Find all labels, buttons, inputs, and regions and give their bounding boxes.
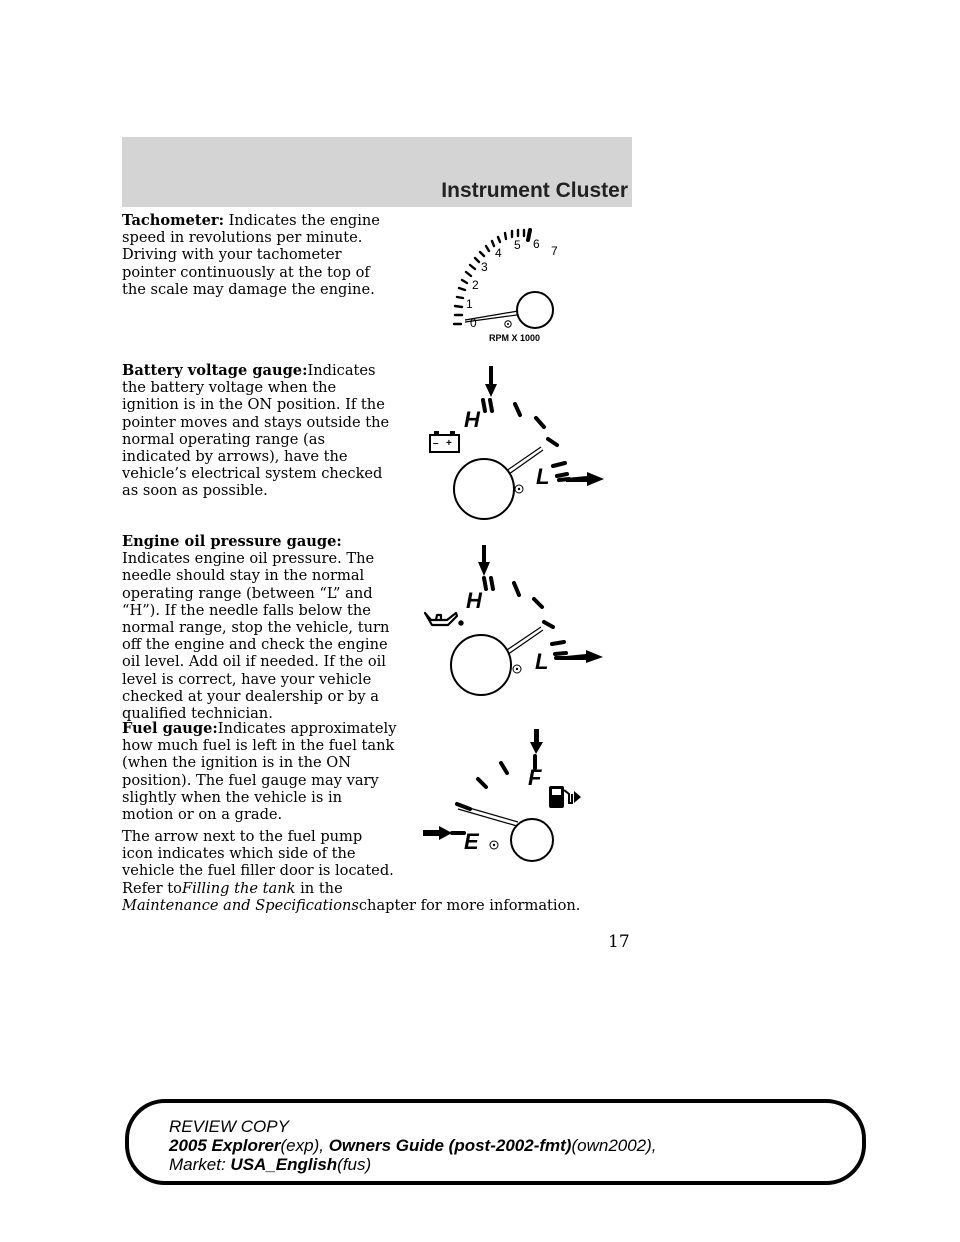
oil-label: Engine oil pressure gauge: [122, 533, 342, 550]
fuel-refer-line2 [122, 897, 642, 914]
fuel-door-side-arrow-icon [574, 791, 581, 803]
tach-caption: RPM X 1000 [489, 333, 541, 343]
oil-high-arrow-icon [478, 545, 490, 576]
battery-text: Indicates the battery voltage when the ignition is in the ON position. If the pointer moves and stays outside the normal operating range (as indicated by arrows), have the vehicle’s electrical system checked as soon as possible. [122, 362, 390, 500]
page-number: 17 [608, 932, 630, 952]
fuel-paragraph [122, 720, 397, 823]
fuel-refer-suffix: chapter for more information. [358, 897, 581, 914]
battery-gauge-figure [400, 362, 620, 522]
fuel-pump-icon [549, 786, 581, 808]
fuel-full-label: F [528, 765, 542, 790]
oil-low-label: L [535, 649, 549, 674]
oil-high-label: H [466, 588, 482, 613]
footer-market-code: (fus) [337, 1155, 372, 1174]
fuel-text: Indicates approximately how much fuel is left in the fuel tank (when the ignition is in the ON position). The fuel gauge may vary slightly when the vehicle is in motion or on a grade. [122, 720, 397, 824]
review-copy-footer [125, 1099, 866, 1185]
tach-number-0: 0 [470, 316, 477, 330]
oil-gauge-figure [400, 540, 620, 700]
fuel-arrow-paragraph: The arrow next to the fuel pump icon indicates which side of the vehicle the fuel filler door is located. [122, 828, 394, 880]
fuel-empty-arrow-icon [423, 826, 452, 840]
tach-number-2: 2 [472, 278, 479, 292]
battery-low-label: L [536, 464, 550, 489]
oil-paragraph [122, 533, 397, 722]
battery-plus-sign: + [446, 438, 452, 449]
page-title: Instrument Cluster [441, 179, 628, 202]
tach-number-3: 3 [481, 260, 488, 274]
footer-model: 2005 Explorer [169, 1136, 281, 1155]
battery-high-label: H [464, 407, 480, 432]
tachometer-label: Tachometer: [122, 212, 224, 229]
oil-text: Indicates engine oil pressure. The needle should stay in the normal operating range (between “L” and “H”). If the needle falls below the normal range, stop the vehicle, turn off the engine and check the engine oil level. Add oil if needed. If the oil level is correct, have your vehicle checked at your dealership or by a qualified technician. [122, 550, 390, 723]
tach-number-4: 4 [495, 246, 502, 260]
footer-market-line [169, 1155, 657, 1174]
footer-model-line: 2005 Explorer(exp), Owners Guide (post-2002-fmt)(own2002), [169, 1136, 657, 1155]
battery-high-arrow-icon [485, 366, 497, 397]
footer-market: USA_English [230, 1155, 338, 1174]
fuel-full-arrow-icon [530, 729, 543, 754]
fuel-refer-prefix: Refer to [122, 880, 182, 897]
fuel-refer-mid: in the [300, 880, 343, 897]
fuel-refer-link1: Filling the tank [181, 880, 296, 897]
fuel-refer-link2: Maintenance and Specifications [122, 897, 359, 914]
footer-guide: Owners Guide (post-2002-fmt) [328, 1136, 572, 1155]
tachometer-text: Indicates the engine speed in revolutions per minute. Driving with your tachometer pointer continuously at the top of the scale may damage the engine. [122, 212, 380, 298]
footer-market-label: Market: [169, 1155, 226, 1174]
battery-icon [430, 431, 459, 452]
tach-number-7: 7 [551, 244, 558, 258]
footer-review-copy: REVIEW COPY [169, 1117, 289, 1136]
fuel-refer-line1 [122, 880, 642, 897]
fuel-label: Fuel gauge: [122, 720, 218, 737]
oil-low-arrow-icon [566, 650, 603, 663]
tach-number-5: 5 [514, 238, 521, 252]
fuel-empty-label: E [464, 829, 479, 854]
tach-number-6: 6 [533, 237, 540, 251]
tachometer-paragraph [122, 212, 397, 298]
fuel-gauge-figure [415, 724, 590, 864]
tachometer-figure [440, 224, 570, 350]
oil-can-icon [425, 613, 463, 625]
footer-guide-code: (own2002) [571, 1136, 652, 1155]
footer-model-code: (exp) [280, 1136, 320, 1155]
tach-number-1: 1 [466, 297, 473, 311]
battery-paragraph [122, 362, 397, 500]
battery-label: Battery voltage gauge: [122, 362, 308, 379]
header-band [122, 137, 632, 207]
battery-minus-sign: – [433, 438, 439, 449]
battery-low-arrow-icon [566, 472, 604, 486]
